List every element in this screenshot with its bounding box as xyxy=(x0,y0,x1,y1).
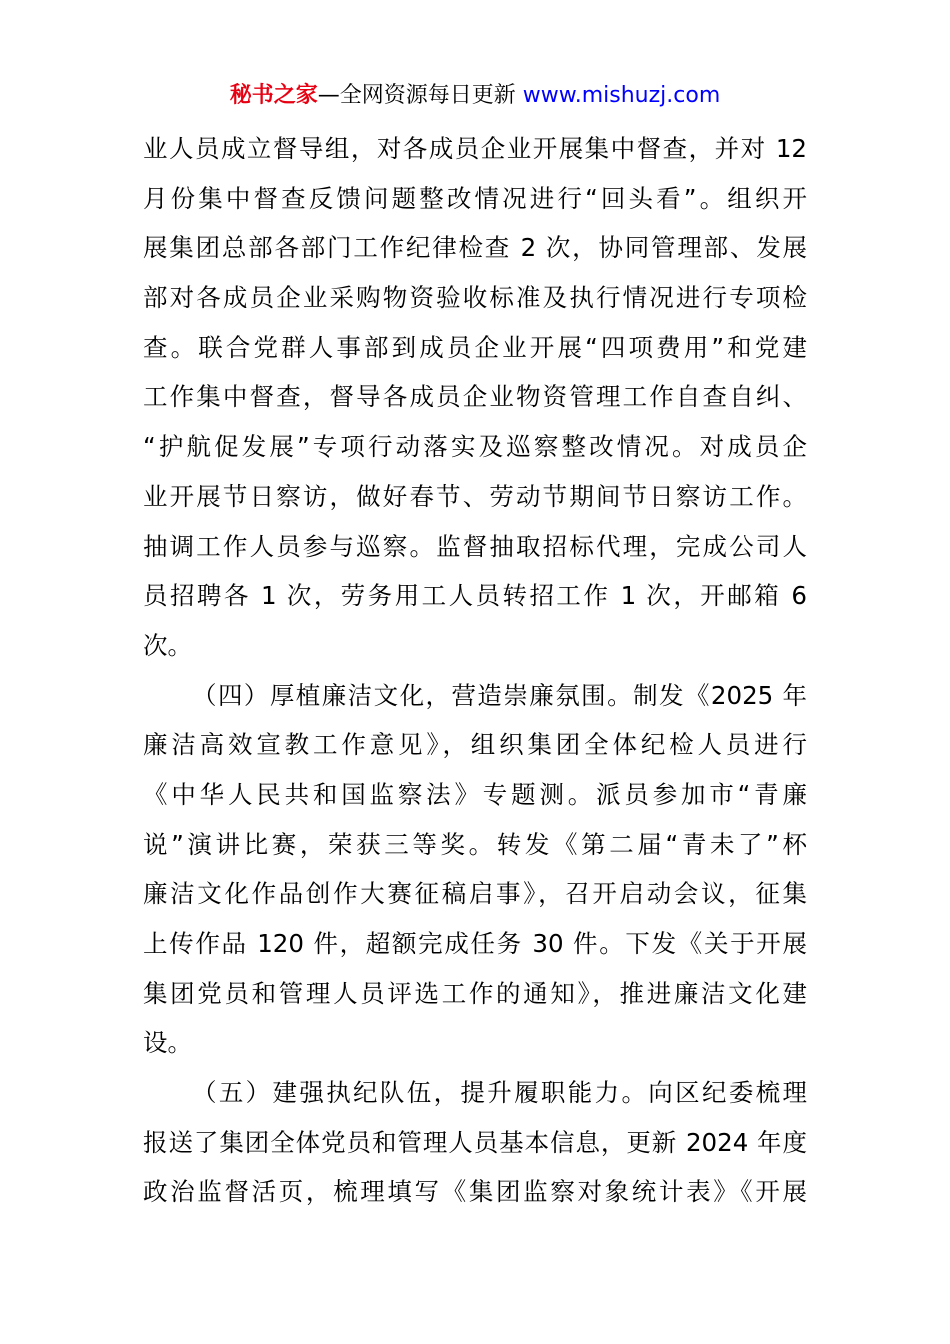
body-line: 查。联合党群人事部到成员企业开展“四项费用”和党建 xyxy=(143,332,807,362)
site-url-link[interactable]: www.mishuzj.com xyxy=(522,83,721,108)
body-line: “护航促发展”专项行动落实及巡察整改情况。对成员企 xyxy=(143,432,807,462)
body-line: 报送了集团全体党员和管理人员基本信息，更新 2024 年度 xyxy=(143,1127,807,1157)
body-line: 工作集中督查，督导各成员企业物资管理工作自查自纠、 xyxy=(143,382,807,412)
body-line: 说”演讲比赛，荣获三等奖。转发《第二届“青未了”杯 xyxy=(143,829,807,859)
body-line: 抽调工作人员参与巡察。监督抽取招标代理，完成公司人 xyxy=(143,531,807,561)
body-line: 次。 xyxy=(143,630,192,660)
body-line: 部对各成员企业采购物资验收标准及执行情况进行专项检 xyxy=(143,283,807,313)
body-line: 上传作品 120 件，超额完成任务 30 件。下发《关于开展 xyxy=(143,929,807,958)
body-line: 政治监督活页，梳理填写《集团监察对象统计表》《开展 xyxy=(143,1177,807,1207)
body-line: 展集团总部各部门工作纪律检查 2 次，协同管理部、发展 xyxy=(143,233,807,263)
body-line: 员招聘各 1 次，劳务用工人员转招工作 1 次，开邮箱 6 xyxy=(143,581,807,611)
body-line: 业人员成立督导组，对各成员企业开展集中督查，并对 12 xyxy=(143,134,807,163)
body-line: 廉洁高效宣教工作意见》，组织集团全体纪检人员进行 xyxy=(143,730,807,760)
site-brand: 秘书之家 xyxy=(229,83,318,108)
body-line: 《中华人民共和国监察法》专题测。派员参加市“青廉 xyxy=(143,779,807,809)
section-heading-line: （五）建强执纪队伍，提升履职能力。向区纪委梳理 xyxy=(192,1078,807,1108)
site-tagline: —全网资源每日更新 xyxy=(317,83,523,108)
body-line: 业开展节日察访，做好春节、劳动节期间节日察访工作。 xyxy=(143,481,807,511)
document-body xyxy=(143,124,807,1217)
site-header xyxy=(0,81,950,111)
section-heading-line: （四）厚植廉洁文化，营造崇廉氛围。制发《2025 年 xyxy=(192,680,807,710)
body-line: 月份集中督查反馈问题整改情况进行“回头看”。组织开 xyxy=(143,183,807,213)
body-line: 廉洁文化作品创作大赛征稿启事》，召开启动会议，征集 xyxy=(143,879,807,909)
body-line: 集团党员和管理人员评选工作的通知》，推进廉洁文化建 xyxy=(143,978,807,1008)
body-line: 设。 xyxy=(143,1028,192,1058)
